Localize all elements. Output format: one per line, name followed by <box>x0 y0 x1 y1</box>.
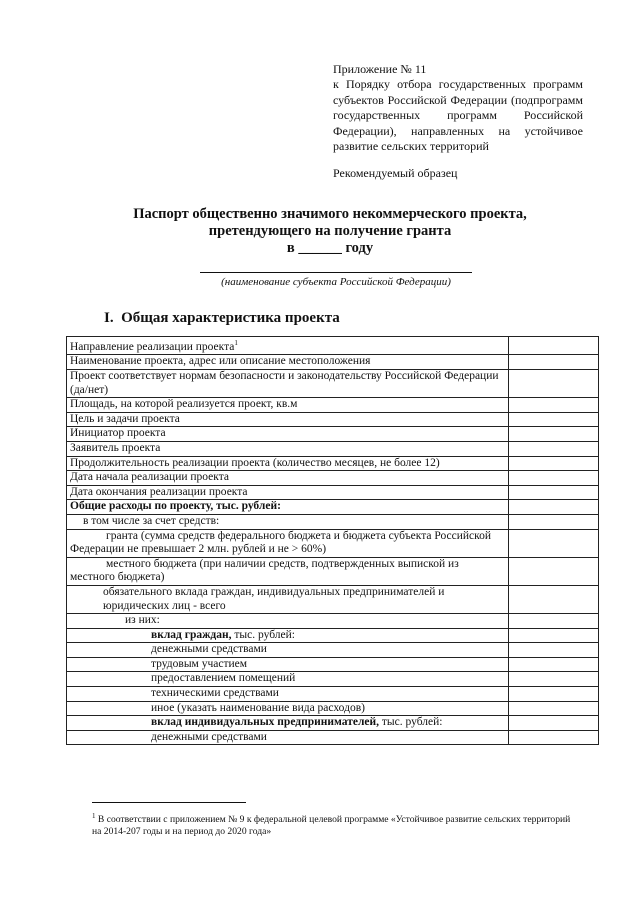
row-value-cell[interactable] <box>509 398 599 413</box>
project-passport-table <box>66 336 599 745</box>
table-row <box>67 471 599 486</box>
table-row <box>67 441 599 456</box>
title-line-1: Паспорт общественно значимого некоммерческого проекта, <box>133 206 527 222</box>
table-row <box>67 585 599 613</box>
row-label-cell <box>67 398 509 413</box>
row-value-cell[interactable] <box>509 471 599 486</box>
row-label-cell <box>67 337 509 355</box>
row-value-cell[interactable] <box>509 337 599 355</box>
row-label-cell <box>67 427 509 442</box>
row-label: обязательного вклада граждан, индивидуальных предпринимателей и юридических лиц - всего <box>103 585 445 612</box>
row-value-cell[interactable] <box>509 370 599 398</box>
row-label: трудовым участием <box>151 657 248 670</box>
row-label-cell <box>67 672 509 687</box>
row-label: Дата начала реализации проекта <box>70 471 229 484</box>
footnote-reference: 1 <box>234 339 238 347</box>
row-label-cell <box>67 355 509 370</box>
row-label-cell <box>67 529 509 557</box>
row-value-cell[interactable] <box>509 672 599 687</box>
row-value-cell[interactable] <box>509 614 599 629</box>
row-value-cell[interactable] <box>509 687 599 702</box>
row-value-cell[interactable] <box>509 485 599 500</box>
row-label: Площадь, на которой реализуется проект, кв.м <box>70 398 298 411</box>
row-value-cell[interactable] <box>509 628 599 643</box>
row-label-bold: вклад граждан, <box>151 628 232 641</box>
table-row <box>67 500 599 515</box>
row-value-cell[interactable] <box>509 514 599 529</box>
row-label: Общие расходы по проекту, тыс. рублей: <box>70 500 281 513</box>
row-label-cell <box>67 485 509 500</box>
row-label-cell <box>67 412 509 427</box>
row-label: Заявитель проекта <box>70 441 161 454</box>
appendix-block <box>333 62 583 154</box>
row-label-cell <box>67 370 509 398</box>
footnote-marker: 1 <box>92 812 96 820</box>
row-value-cell[interactable] <box>509 412 599 427</box>
title-line-2: претендующего на получение гранта <box>208 223 452 239</box>
subject-underline <box>200 272 472 273</box>
title-line-3: в ______ году <box>286 240 374 256</box>
row-label-cell <box>67 628 509 643</box>
row-label-cell <box>67 643 509 658</box>
row-label: Направление реализации проекта <box>70 340 235 353</box>
section-title-text: Общая характеристика проекта <box>121 310 340 326</box>
row-value-cell[interactable] <box>509 716 599 731</box>
row-label: техническими средствами <box>151 687 279 700</box>
row-value-cell[interactable] <box>509 456 599 471</box>
row-label: Наименование проекта, адрес или описание местоположения <box>70 355 371 368</box>
row-value-cell[interactable] <box>509 701 599 716</box>
section-title <box>104 310 340 327</box>
table-row <box>67 614 599 629</box>
row-value-cell[interactable] <box>509 643 599 658</box>
row-label: предоставлением помещений <box>151 672 296 685</box>
table-row <box>67 485 599 500</box>
table-row <box>67 529 599 557</box>
row-value-cell[interactable] <box>509 730 599 745</box>
table-row <box>67 456 599 471</box>
footnote-text: В соответствии с приложением № 9 к федеральной целевой программе «Устойчивое развитие сельских территорий на 2014-207 годы и на период до 2020 года» <box>92 814 571 838</box>
row-value-cell[interactable] <box>509 657 599 672</box>
footnote <box>92 810 580 838</box>
table-row <box>67 398 599 413</box>
row-value-cell[interactable] <box>509 427 599 442</box>
row-label-rest: тыс. рублей: <box>379 716 443 729</box>
row-label-cell <box>67 514 509 529</box>
table-body <box>67 337 599 745</box>
row-label-rest: тыс. рублей: <box>231 628 295 641</box>
row-value-cell[interactable] <box>509 500 599 515</box>
row-label-cell <box>67 614 509 629</box>
recommended-sample-label: Рекомендуемый образец <box>333 166 458 180</box>
row-value-cell[interactable] <box>509 355 599 370</box>
row-label-bold: вклад индивидуальных предпринимателей, <box>151 716 380 729</box>
table-row <box>67 412 599 427</box>
row-label-cell <box>67 701 509 716</box>
table-row <box>67 687 599 702</box>
row-label: Проект соответствует нормам безопасности и законодательству Российской Федерации (да/нет) <box>70 370 499 396</box>
row-label: Продолжительность реализации проекта (количество месяцев, не более 12) <box>70 456 440 469</box>
row-value-cell[interactable] <box>509 557 599 585</box>
appendix-heading: Приложение № 11 <box>333 62 427 76</box>
row-label-cell <box>67 471 509 486</box>
row-label: в том числе за счет средств: <box>83 514 220 527</box>
table-row <box>67 730 599 745</box>
row-label: иное (указать наименование вида расходов) <box>151 701 365 714</box>
table-row <box>67 672 599 687</box>
row-label: Дата окончания реализации проекта <box>70 485 248 498</box>
footnote-rule <box>92 802 246 803</box>
subject-caption: (наименование субъекта Российской Федерации) <box>221 276 451 288</box>
row-label-cell <box>67 500 509 515</box>
table-row <box>67 514 599 529</box>
document-title <box>100 206 560 257</box>
row-label-cell <box>67 657 509 672</box>
table-row <box>67 657 599 672</box>
row-label-cell <box>67 557 509 585</box>
table-row <box>67 337 599 355</box>
row-value-cell[interactable] <box>509 585 599 613</box>
row-label-cell <box>67 730 509 745</box>
row-value-cell[interactable] <box>509 441 599 456</box>
table-row <box>67 716 599 731</box>
table-row <box>67 370 599 398</box>
row-label: из них: <box>125 614 160 627</box>
section-number: I. <box>104 310 114 326</box>
row-label: гранта (сумма средств федерального бюджета и бюджета субъекта Российской Федерации не превышает 2 млн. рублей и не > 60%) <box>70 529 492 556</box>
row-value-cell[interactable] <box>509 529 599 557</box>
row-label: денежными средствами <box>151 643 267 656</box>
table-row <box>67 557 599 585</box>
row-label: денежными средствами <box>151 730 267 743</box>
row-label-cell <box>67 687 509 702</box>
row-label: Цель и задачи проекта <box>70 412 180 425</box>
row-label-cell <box>67 441 509 456</box>
row-label: местного бюджета (при наличии средств, подтвержденных выпиской из местного бюджета) <box>70 557 459 584</box>
table-row <box>67 628 599 643</box>
row-label: Инициатор проекта <box>70 427 166 440</box>
row-label-cell <box>67 456 509 471</box>
table-row <box>67 427 599 442</box>
appendix-text: к Порядку отбора государственных программ субъектов Российской Федерации (подпрограмм государственных программ Российской Федерации), направленных на устойчивое развитие сельских территорий <box>333 77 583 154</box>
row-label-cell <box>67 585 509 613</box>
row-label-cell <box>67 716 509 731</box>
table-row <box>67 701 599 716</box>
table-row <box>67 355 599 370</box>
table-row <box>67 643 599 658</box>
